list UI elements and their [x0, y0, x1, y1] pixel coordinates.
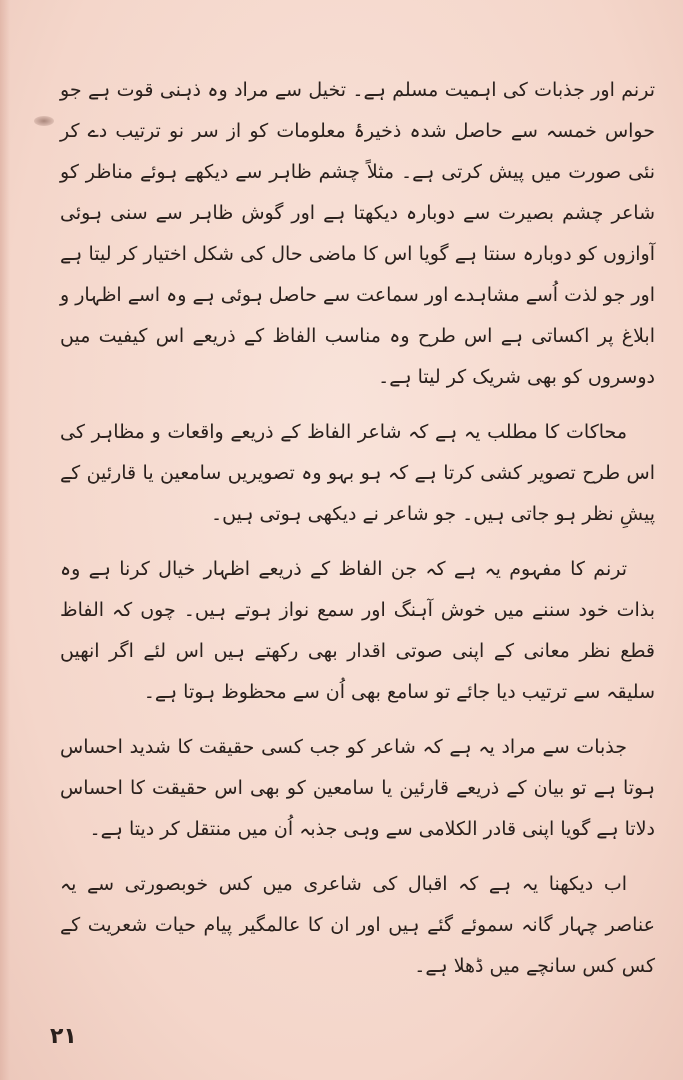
paragraph-2: محاکات کا مطلب یہ ہے کہ شاعر الفاظ کے ذریعے واقعات و مظاہر کی اس طرح تصویر کشی کرتا ہے کہ ہو بہو وہ تصویریں سامعین یا قارئین کے پیشِ نظر ہو جاتی ہیں۔ جو شاعر نے دیکھی ہوتی ہیں۔	[60, 421, 655, 525]
page-edge-shadow	[0, 0, 10, 1080]
paragraph-3: ترنم کا مفہوم یہ ہے کہ جن الفاظ کے ذریعے اظہار خیال کرنا ہے وہ بذات خود سننے میں خوش آہنگ اور سمع نواز ہوتے ہیں۔ چوں کہ الفاظ قطع نظر معانی کے اپنی صوتی اقدار بھی رکھتے ہیں اس لئے اگر انھیں سلیقہ سے ترتیب دیا جائے تو سامع بھی اُن سے محظوظ ہوتا ہے۔	[60, 558, 655, 703]
ink-smudge	[34, 116, 54, 126]
paragraph-1: ترنم اور جذبات کی اہمیت مسلم ہے۔ تخیل سے مراد وہ ذہنی قوت ہے جو حواس خمسہ سے حاصل شدہ ذخیرۂ معلومات کو از سر نو ترتیب دے کر نئی صورت میں پیش کرتی ہے۔ مثلاً چشم ظاہر سے دیکھے ہوئے مناظر کو شاعر چشم بصیرت سے دوبارہ دیکھتا ہے اور گوش ظاہر سے سنی ہوئی آوازوں کو دوبارہ سنتا ہے گویا اس کا ماضی حال کی شکل اختیار کر لیتا ہے اور جو لذت اُسے مشاہدے اور سماعت سے حاصل ہوئی ہے وہ اسے اظہار و ابلاغ پر اکساتی ہے اس طرح وہ مناسب الفاظ کے ذریعے اس کیفیت میں دوسروں کو بھی شریک کر لیتا ہے۔	[60, 79, 655, 388]
page-number: ۲۱	[50, 1024, 77, 1049]
paragraph-4: جذبات سے مراد یہ ہے کہ شاعر کو جب کسی حقیقت کا شدید احساس ہوتا ہے تو بیان کے ذریعے قارئین یا سامعین کو بھی اس حقیقت کا احساس دلاتا ہے گویا اپنی قادر الکلامی سے وہی جذبہ اُن میں منتقل کر دیتا ہے۔	[60, 736, 655, 840]
body-text	[60, 70, 655, 1001]
paragraph-5: اب دیکھنا یہ ہے کہ اقبال کی شاعری میں کس خوبصورتی سے یہ عناصر چہار گانہ سموئے گئے ہیں اور ان کا عالمگیر پیام حیات شعریت کے کس کس سانچے میں ڈھلا ہے۔	[60, 873, 655, 977]
